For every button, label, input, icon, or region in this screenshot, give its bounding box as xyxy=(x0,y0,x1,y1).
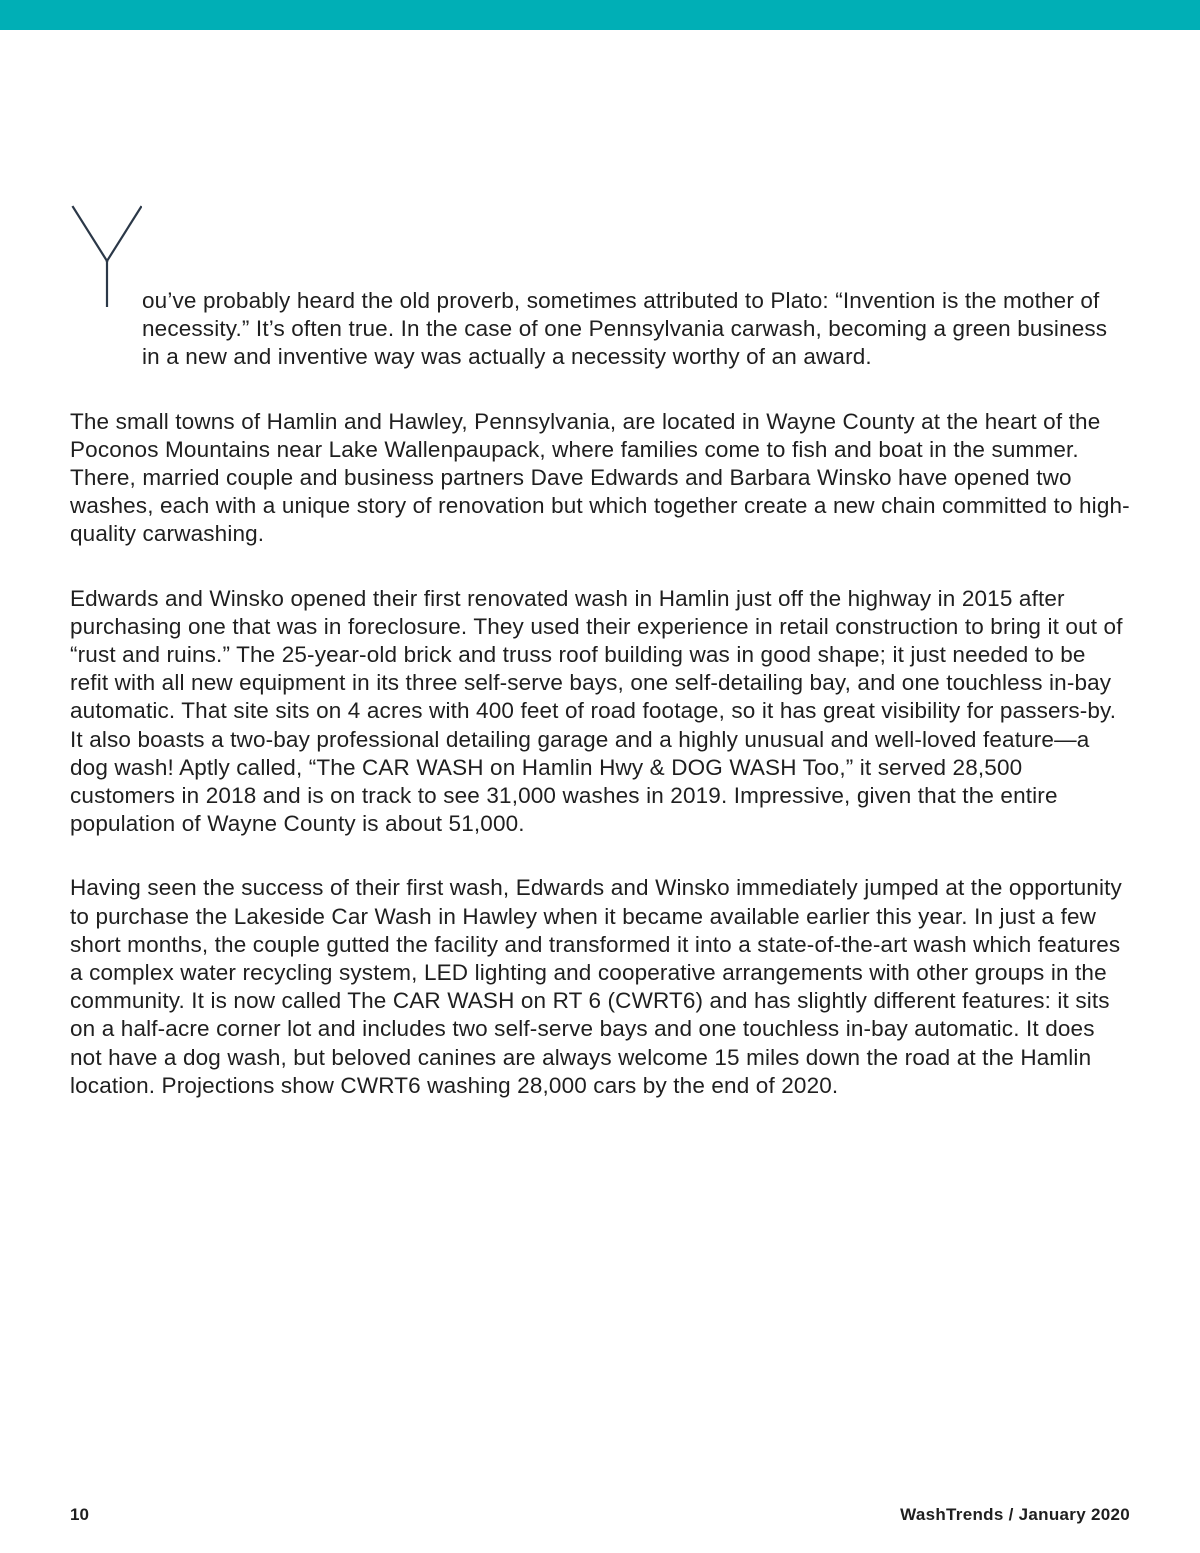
paragraph-intro-text: ou’ve probably heard the old proverb, sometimes attributed to Plato: “Invention is the mother of necessity.” It’s often true. In the case of one Pennsylvania carwash, becoming a green business in a new and inventive way was actually a necessity worthy of an award. xyxy=(142,288,1108,370)
page-number: 10 xyxy=(70,1505,89,1524)
paragraph-intro xyxy=(70,205,1130,372)
publication-footer: WashTrends / January 2020 xyxy=(900,1505,1130,1524)
drop-cap-letter-y xyxy=(70,205,142,307)
paragraph-towns: The small towns of Hamlin and Hawley, Pennsylvania, are located in Wayne County at the heart of the Poconos Mountains near Lake Wallenpaupack, where families come to fish and boat in the summer. There, married couple and business partners Dave Edwards and Barbara Winsko have opened two washes, each with a unique story of renovation but which together create a new chain committed to high-quality carwashing. xyxy=(70,408,1130,547)
top-accent-bar xyxy=(0,0,1200,30)
paragraph-hamlin-wash: Edwards and Winsko opened their first renovated wash in Hamlin just off the highway in 2015 after purchasing one that was in foreclosure. They used their experience in retail construction to bring it out of “rust and ruins.” The 25-year-old brick and truss roof building was in good shape; it just needed to be refit with all new equipment in its three self-serve bays, one self-detailing bay, and one touchless in-bay automatic. That site sits on 4 acres with 400 feet of road footage, so it has great visibility for passers-by. It also boasts a two-bay professional detailing garage and a highly unusual and well-loved feature—a dog wash! Aptly called, “The CAR WASH on Hamlin Hwy & DOG WASH Too,” it served 28,500 customers in 2018 and is on track to see 31,000 washes in 2019. Impressive, given that the entire population of Wayne County is about 51,000. xyxy=(70,585,1123,837)
paragraph-hawley-wash: Having seen the success of their first wash, Edwards and Winsko immediately jumped at the opportunity to purchase the Lakeside Car Wash in Hawley when it became available earlier this year. In just a few short months, the couple gutted the facility and transformed it into a state-of-the-art wash which features a complex water recycling system, LED lighting and cooperative arrangements with other groups in the community. It is now called The CAR WASH on RT 6 (CWRT6) and has slightly different features: it sits on a half-acre corner lot and includes two self-serve bays and one touchless in-bay automatic. It does not have a dog wash, but beloved canines are always welcome 15 miles down the road at the Hamlin location. Projections show CWRT6 washing 28,000 cars by the end of 2020. xyxy=(70,875,1122,1098)
article-body xyxy=(70,205,1130,1136)
